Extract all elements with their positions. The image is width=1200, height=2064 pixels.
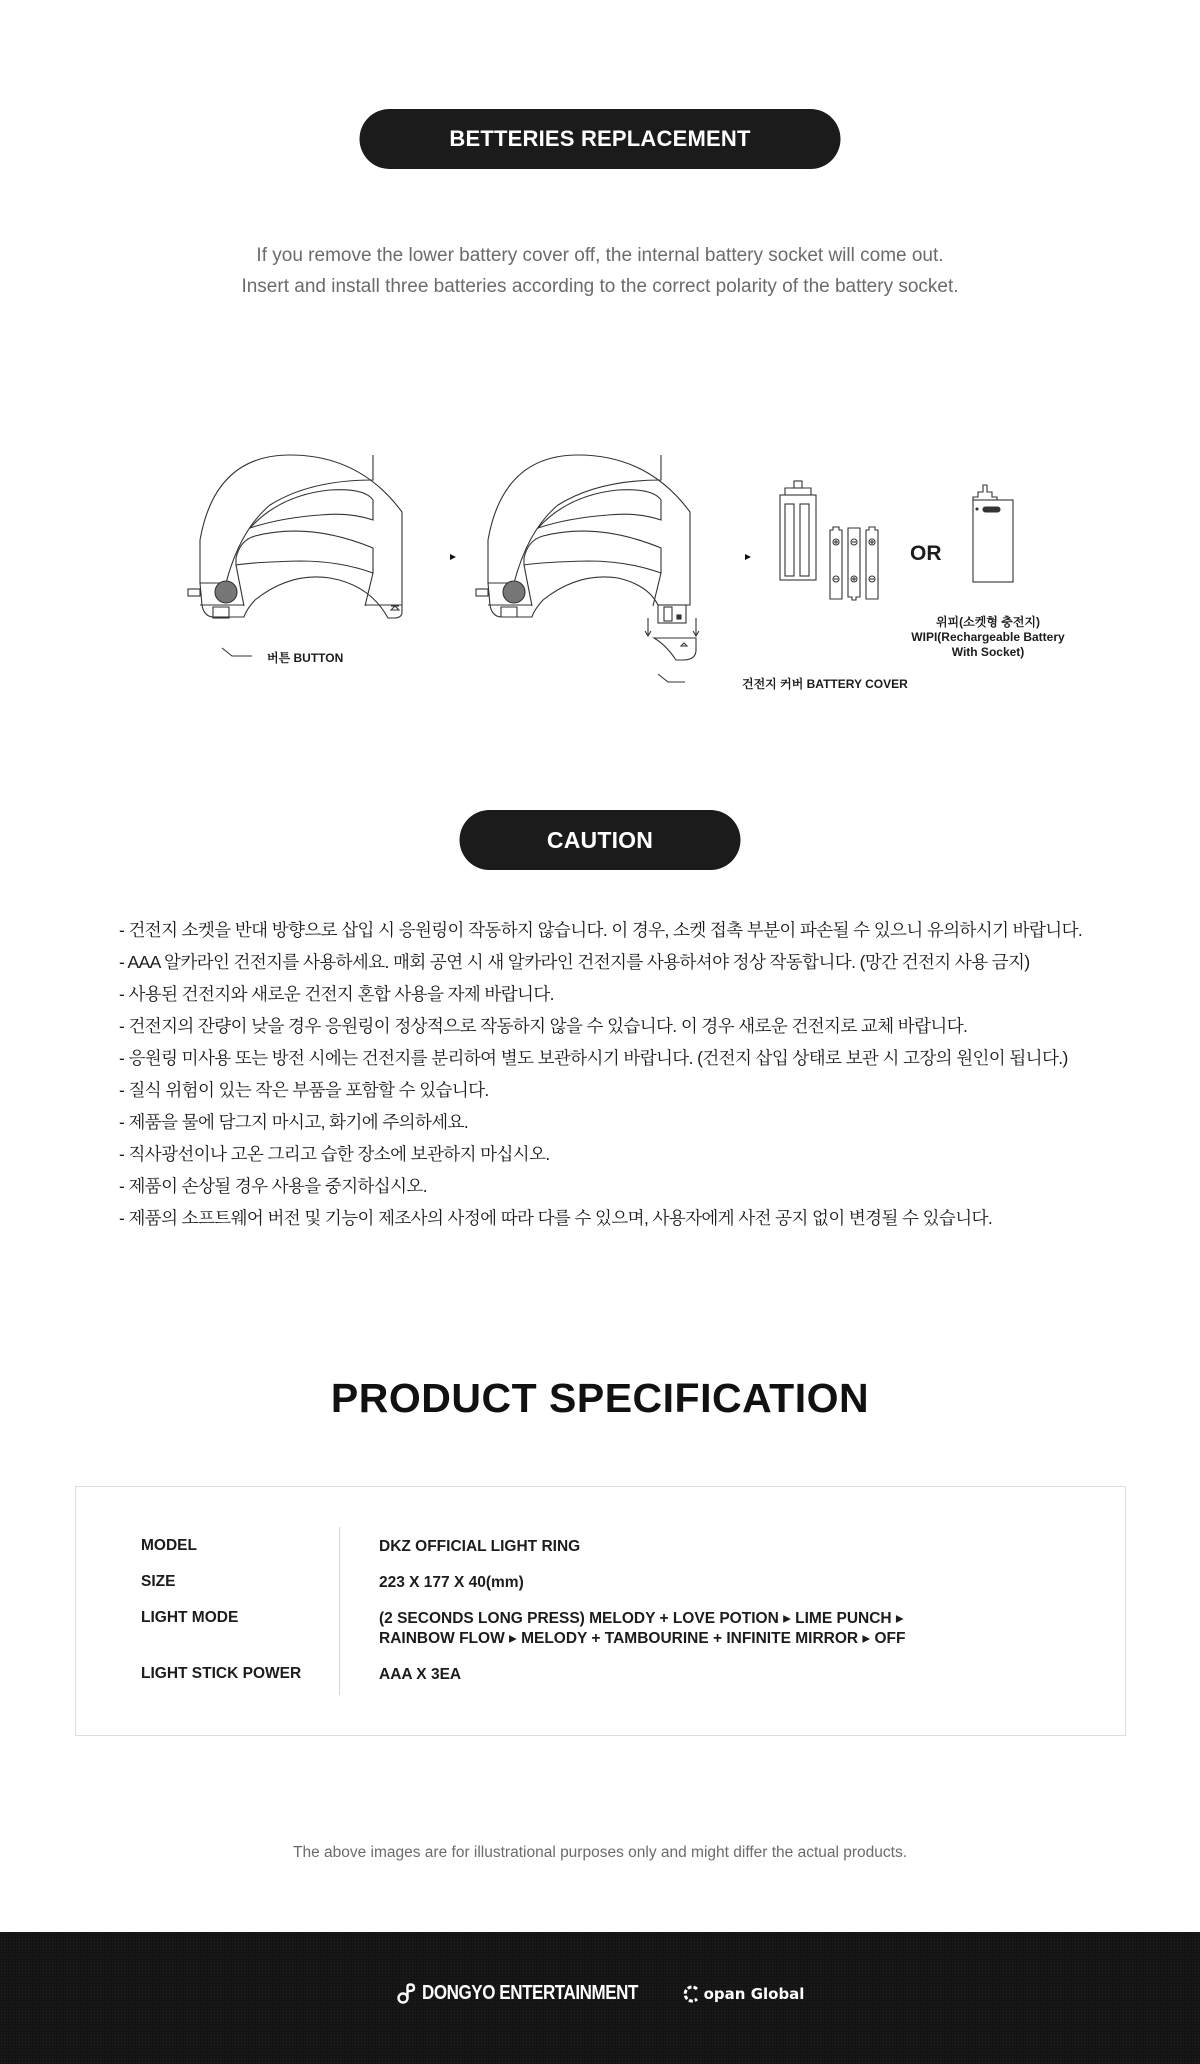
caution-item: - 직사광선이나 고온 그리고 습한 장소에 보관하지 마십시오. <box>119 1144 550 1164</box>
caution-item: - 제품을 물에 담그지 마시고, 화기에 주의하세요. <box>119 1112 469 1132</box>
caution-item: - 사용된 건전지와 새로운 건전지 혼합 사용을 자제 바랍니다. <box>119 984 554 1004</box>
caution-item: - 제품이 손상될 경우 사용을 중지하십시오. <box>119 1176 427 1196</box>
wipi-label-korean: 위피(소켓형 충전지) <box>935 615 1041 629</box>
spec-key: LIGHT STICK POWER <box>141 1665 302 1682</box>
specification-table <box>75 1486 1126 1736</box>
spec-key: LIGHT MODE <box>141 1609 239 1626</box>
kopan-global-logo <box>682 1985 805 2003</box>
spec-value-line-2: RAINBOW FLOW ▸ MELODY + TAMBOURINE + INFINITE MIRROR ▸ OFF <box>379 1630 906 1647</box>
kopan-logo-text: opan Global <box>703 1984 805 2003</box>
light-ring-front-icon <box>188 455 402 656</box>
caution-item: - 건전지의 잔량이 낮을 경우 응원링이 정상적으로 작동하지 않을 수 있습니다. 이 경우 새로운 건전지로 교체 바랍니다. <box>119 1016 968 1036</box>
spec-value: DKZ OFFICIAL LIGHT RING <box>379 1538 581 1555</box>
battery-replacement-diagram <box>180 440 1100 710</box>
footer-logos <box>0 1982 1200 2005</box>
caution-heading <box>460 810 741 870</box>
caution-item: - 질식 위험이 있는 작은 부품을 포함할 수 있습니다. <box>119 1080 489 1100</box>
aaa-batteries-icon <box>830 527 878 600</box>
spec-key: MODEL <box>141 1537 197 1554</box>
dongyo-logo-icon <box>396 1983 418 2005</box>
caution-item: - AAA 알카라인 건전지를 사용하세요. 매회 공연 시 새 알카라인 건전지를 사용하셔야 정상 작동합니다. (망간 건전지 사용 금지) <box>119 952 1030 972</box>
caution-list <box>119 914 1099 1234</box>
caution-item: - 건전지 소켓을 반대 방향으로 삽입 시 응원링이 작동하지 않습니다. 이 경우, 소켓 접촉 부분이 파손될 수 있으니 유의하시기 바랍니다. <box>119 920 1083 940</box>
caution-item: - 제품의 소프트웨어 버전 및 기능이 제조사의 사정에 따라 다를 수 있으며, 사용자에게 사전 공지 없이 변경될 수 있습니다. <box>119 1208 993 1228</box>
batteries-intro <box>0 240 1200 302</box>
spec-value: 223 X 177 X 40(mm) <box>379 1574 524 1591</box>
caution-item: - 응원링 미사용 또는 방전 시에는 건전지를 분리하여 별도 보관하시기 바랍니다. (건전지 삽입 상태로 보관 시 고장의 원인이 됩니다.) <box>119 1048 1068 1068</box>
intro-line-1: If you remove the lower battery cover off, the internal battery socket will come out. <box>256 245 944 266</box>
spec-value: AAA X 3EA <box>379 1666 462 1683</box>
battery-socket-icon <box>780 481 816 580</box>
wipi-rechargeable-battery-icon <box>973 485 1013 582</box>
wipi-label <box>908 615 1068 660</box>
dongyo-entertainment-logo <box>396 1982 646 2005</box>
spec-value-line-1: (2 SECONDS LONG PRESS) MELODY + LOVE POTION ▸ LIME PUNCH ▸ <box>379 1610 904 1627</box>
light-ring-illustration <box>180 440 1100 710</box>
batteries-replacement-heading <box>360 109 841 169</box>
spec-key: SIZE <box>141 1573 176 1590</box>
disclaimer: The above images are for illustrational purposes only and might differ the actual products. <box>292 1844 908 1861</box>
button-label: 버튼 BUTTON <box>267 651 344 665</box>
wipi-label-english-2: With Socket) <box>951 645 1025 659</box>
battery-cover-label: 건전지 커버 BATTERY COVER <box>742 677 908 691</box>
product-specification-title: PRODUCT SPECIFICATION <box>330 1375 870 1421</box>
spec-divider <box>339 1527 340 1695</box>
spec-value <box>379 1609 905 1649</box>
arrow-right-icon <box>450 554 456 560</box>
or-label: OR <box>910 542 942 565</box>
light-ring-cover-removed-icon <box>476 455 699 682</box>
caution-title: CAUTION <box>546 826 654 853</box>
intro-line-2: Insert and install three batteries according to the correct polarity of the battery socket. <box>241 276 959 297</box>
dongyo-logo-text: DONGYO ENTERTAINMENT <box>421 1982 638 2004</box>
footer <box>0 1932 1200 2064</box>
arrow-right-icon <box>745 554 751 560</box>
wipi-label-english-1: WIPI(Rechargeable Battery <box>911 630 1065 644</box>
batteries-replacement-title: BETTERIES REPLACEMENT <box>449 126 751 151</box>
kopan-logo-icon <box>682 1985 700 2003</box>
